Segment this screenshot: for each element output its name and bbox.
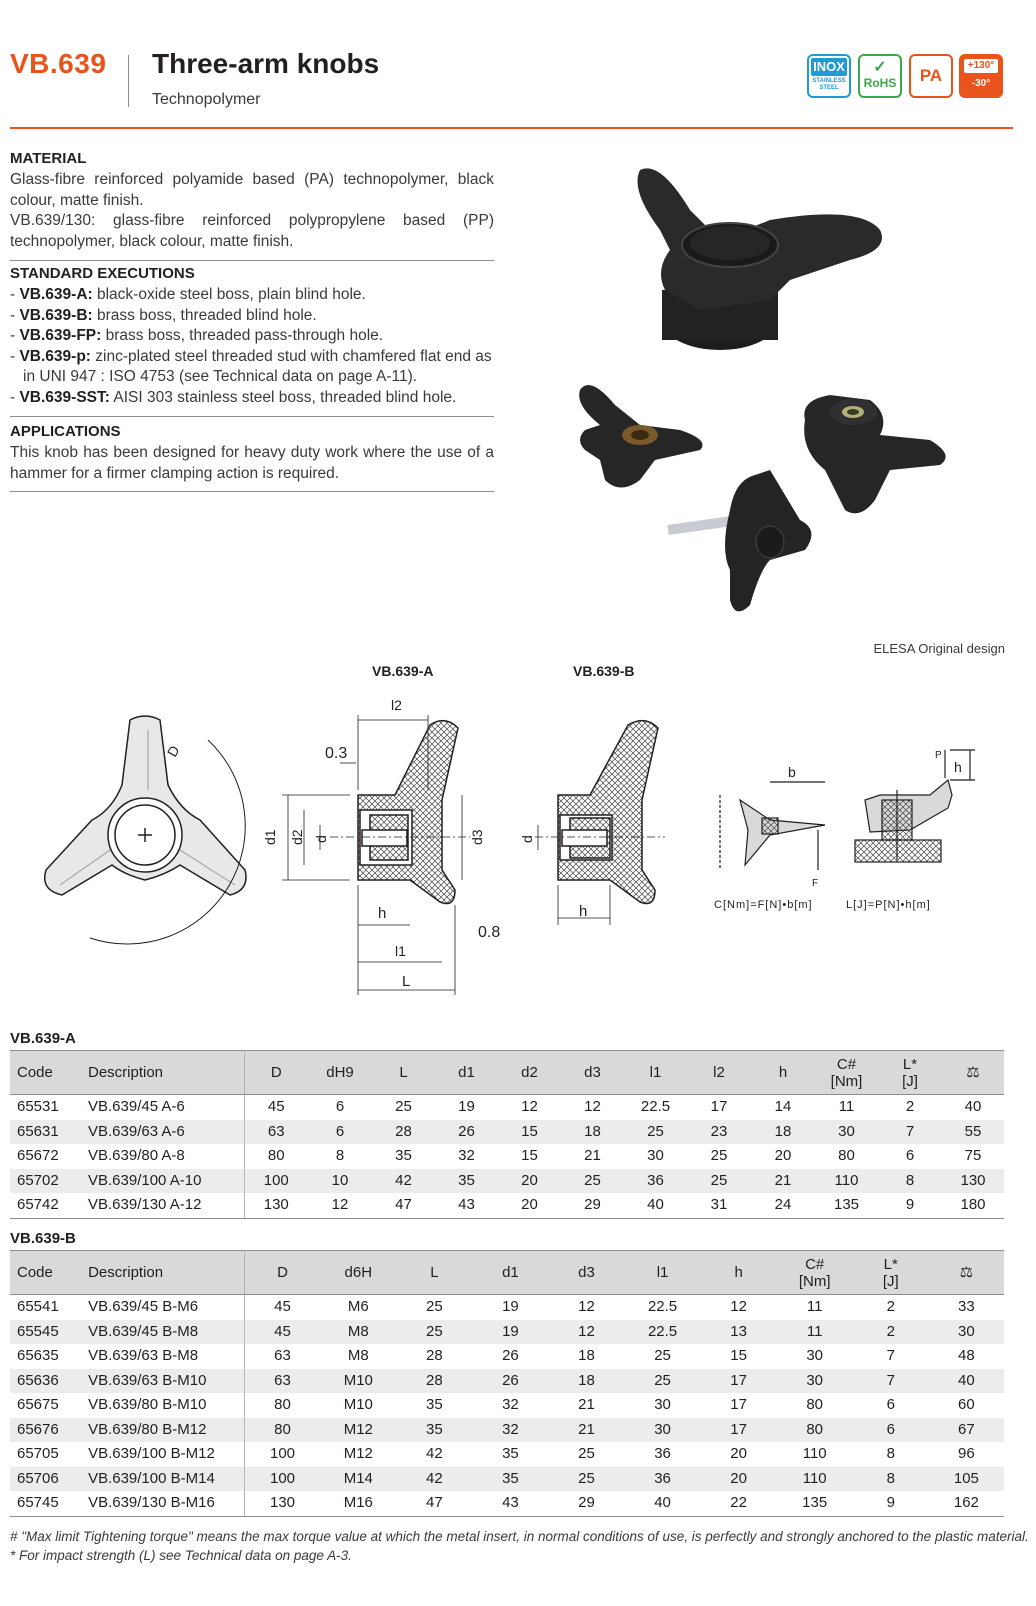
table-cell: 28 <box>396 1369 472 1394</box>
table-header-row <box>10 1051 1004 1095</box>
table-cell: 11 <box>838 1098 855 1116</box>
table-cell: VB.639/130 B-M16 <box>81 1491 244 1516</box>
table-cell: 110 <box>777 1467 853 1492</box>
table-cell: 26 <box>472 1369 548 1394</box>
temperature-max: +130° <box>964 59 998 73</box>
table-cell: 75 <box>964 1147 982 1165</box>
table-cell: 17 <box>730 1396 747 1414</box>
checkmark-icon: ✓ <box>873 59 887 76</box>
dim-0-8: 0.8 <box>478 924 501 941</box>
table-cell: VB.639/80 B-M10 <box>81 1393 244 1418</box>
table-cell: M12 <box>320 1418 396 1443</box>
execution-item: - VB.639-SST: AISI 303 stainless steel boss, threaded blind hole. <box>10 388 457 406</box>
column-header: Description <box>81 1251 244 1295</box>
table-row <box>10 1193 1004 1218</box>
table-cell: 12 <box>548 1320 624 1345</box>
table-cell: 65706 <box>10 1467 81 1492</box>
table-cell: 40 <box>625 1491 701 1516</box>
table-cell: 35 <box>395 1147 412 1165</box>
table-cell: 65675 <box>17 1396 59 1414</box>
column-header: D <box>244 1051 308 1095</box>
technical-drawings <box>0 690 1036 1000</box>
column-header: d1 <box>435 1051 498 1095</box>
table-cell: 30 <box>929 1320 1004 1345</box>
table-cell: 42 <box>396 1467 472 1492</box>
table-cell: 80 <box>244 1418 320 1443</box>
table-cell: 11 <box>806 1298 823 1316</box>
dim-h: h <box>378 905 387 922</box>
table-cell: 63 <box>244 1369 320 1394</box>
column-header: Description <box>81 1051 244 1095</box>
applications-text: This knob has been designed for heavy duty work where the use of a hammer for a firmer clamping action is required. <box>10 444 494 482</box>
table-row <box>10 1491 1004 1516</box>
table-cell: 36 <box>654 1445 671 1463</box>
table-cell: 7 <box>853 1369 929 1394</box>
large-knob-image <box>638 168 883 350</box>
table-cell: VB.639/80 A-8 <box>81 1144 244 1169</box>
dim-b: b <box>788 764 796 780</box>
dim-F: F <box>812 878 819 889</box>
table-cell: 26 <box>502 1347 519 1365</box>
temperature-badge <box>959 54 1003 98</box>
section-a-drawing <box>330 721 470 904</box>
table-cell: VB.639/130 A-12 <box>81 1193 244 1218</box>
table-cell: 35 <box>435 1169 498 1194</box>
product-subtitle: Technopolymer <box>152 91 261 108</box>
table-cell: 65702 <box>10 1169 81 1194</box>
table-cell: VB.639/100 B-M14 <box>81 1467 244 1492</box>
table-cell: 100 <box>244 1169 308 1194</box>
table-cell: 12 <box>730 1298 747 1316</box>
section-b-drawing <box>535 721 665 904</box>
table-a-title: VB.639-A <box>10 1030 76 1047</box>
table-cell: 19 <box>458 1098 475 1116</box>
table-cell: 48 <box>958 1347 975 1365</box>
pa-badge: PA <box>909 54 953 98</box>
table-cell: 25 <box>396 1320 472 1345</box>
table-cell: 28 <box>372 1120 435 1145</box>
table-row <box>10 1442 1004 1467</box>
column-header: d6H <box>320 1251 396 1295</box>
table-cell: 22 <box>701 1491 777 1516</box>
table-cell: 25 <box>710 1147 728 1165</box>
table-cell: 21 <box>751 1169 815 1194</box>
table-cell: 32 <box>458 1147 475 1165</box>
table-cell: 25 <box>578 1445 595 1463</box>
table-cell: 2 <box>905 1098 915 1116</box>
table-cell: M10 <box>320 1369 396 1394</box>
table-cell: 17 <box>710 1098 728 1116</box>
executions-list <box>10 285 500 408</box>
column-header: d3 <box>561 1051 624 1095</box>
table-cell: 100 <box>269 1445 296 1463</box>
column-header: Code <box>10 1051 81 1095</box>
table-cell: 7 <box>878 1120 942 1145</box>
column-header: L <box>396 1251 472 1295</box>
table-cell: 12 <box>578 1298 595 1316</box>
table-cell: M16 <box>320 1491 396 1516</box>
table-cell: 65742 <box>10 1193 81 1218</box>
temperature-min: -30° <box>971 78 991 89</box>
table-row <box>10 1467 1004 1492</box>
execution-item: - VB.639-B: brass boss, threaded blind hole. <box>10 306 317 324</box>
dim-L: L <box>402 973 411 990</box>
dim-d: d <box>313 835 329 843</box>
table-row <box>10 1120 1004 1145</box>
rohs-badge <box>858 54 902 98</box>
table-cell: 36 <box>624 1169 687 1194</box>
table-cell: 40 <box>624 1193 687 1218</box>
table-cell: 65545 <box>10 1320 81 1345</box>
inox-badge <box>807 54 851 98</box>
table-cell: 25 <box>654 1347 671 1365</box>
table-cell: 65676 <box>10 1418 81 1443</box>
table-cell: 17 <box>701 1369 777 1394</box>
table-cell: VB.639/45 B-M8 <box>81 1320 244 1345</box>
dim-d-b: d <box>519 835 535 843</box>
table-cell: 12 <box>521 1098 538 1116</box>
table-row <box>10 1320 1004 1345</box>
column-header: C# [Nm] <box>815 1051 878 1095</box>
table-cell: 40 <box>964 1098 982 1116</box>
table-cell: 25 <box>687 1169 751 1194</box>
table-cell: VB.639/63 B-M8 <box>81 1344 244 1369</box>
table-cell: 30 <box>625 1418 701 1443</box>
table-cell: 47 <box>396 1491 472 1516</box>
material-heading: MATERIAL <box>10 150 87 167</box>
section-divider <box>10 260 494 261</box>
dim-l1: l1 <box>395 943 406 959</box>
table-cell: 8 <box>853 1467 929 1492</box>
footnotes <box>10 1527 1029 1565</box>
table-cell: 8 <box>335 1147 345 1165</box>
table-cell: 32 <box>472 1418 548 1443</box>
small-knob-steel-image <box>804 395 945 513</box>
table-cell: VB.639/100 A-10 <box>81 1169 244 1194</box>
execution-item: - VB.639-p: zinc-plated steel threaded stud with chamfered flat end as in UNI 947 : ISO 4753 (see Technical data on page A-11). <box>10 347 492 385</box>
product-code: VB.639 <box>10 48 107 79</box>
table-cell: 25 <box>625 1369 701 1394</box>
inox-badge-sublabel: STAINLESS STEEL <box>812 78 846 91</box>
table-cell: 100 <box>244 1467 320 1492</box>
dim-d1: d1 <box>262 829 278 845</box>
table-row <box>10 1095 1004 1120</box>
table-cell: 35 <box>396 1418 472 1443</box>
column-header: L* [J] <box>878 1051 942 1095</box>
table-cell: 6 <box>335 1098 345 1116</box>
table-cell: M6 <box>347 1298 369 1316</box>
table-cell: 130 <box>942 1169 1004 1194</box>
table-cell: 47 <box>372 1193 435 1218</box>
table-cell: 33 <box>958 1298 975 1316</box>
material-text-1: Glass-fibre reinforced polyamide based (PA) technopolymer, black colour, matte finish. <box>10 171 494 209</box>
table-cell: 55 <box>942 1120 1004 1145</box>
table-cell: 21 <box>548 1418 624 1443</box>
table-cell: 21 <box>584 1147 601 1165</box>
table-cell: 65541 <box>17 1298 59 1316</box>
table-cell: 30 <box>654 1396 671 1414</box>
table-a <box>10 1050 1004 1219</box>
column-header: h <box>751 1051 815 1095</box>
table-cell: 25 <box>548 1467 624 1492</box>
table-cell: 7 <box>886 1347 895 1365</box>
table-cell: 15 <box>521 1147 538 1165</box>
table-cell: 30 <box>806 1347 824 1365</box>
table-cell: 42 <box>426 1445 443 1463</box>
dim-d2: d2 <box>289 829 305 845</box>
table-cell: 30 <box>777 1369 853 1394</box>
column-header: l1 <box>625 1251 701 1295</box>
section-divider <box>10 491 494 492</box>
table-cell: 31 <box>687 1193 751 1218</box>
table-cell: 35 <box>426 1396 443 1414</box>
table-cell: 18 <box>751 1120 815 1145</box>
column-header: ⚖ <box>929 1251 1004 1295</box>
table-cell: VB.639/100 B-M12 <box>81 1442 244 1467</box>
table-cell: 29 <box>548 1491 624 1516</box>
table-cell: 29 <box>561 1193 624 1218</box>
table-cell: 22.5 <box>647 1298 678 1316</box>
drawing-label-b: VB.639-B <box>573 663 635 679</box>
table-cell: 43 <box>472 1491 548 1516</box>
table-cell: 67 <box>929 1418 1004 1443</box>
column-header: h <box>701 1251 777 1295</box>
table-cell: 110 <box>802 1445 827 1463</box>
table-cell: 42 <box>372 1169 435 1194</box>
table-cell: 20 <box>730 1445 747 1463</box>
table-cell: 35 <box>472 1467 548 1492</box>
table-cell: 21 <box>578 1396 595 1414</box>
table-cell: 12 <box>308 1193 372 1218</box>
table-cell: 15 <box>730 1347 747 1365</box>
execution-item: - VB.639-A: black-oxide steel boss, plain blind hole. <box>10 286 366 303</box>
dim-0-3: 0.3 <box>325 745 348 762</box>
table-cell: 14 <box>774 1098 792 1116</box>
table-cell: 2 <box>853 1320 929 1345</box>
table-cell: 9 <box>878 1193 942 1218</box>
table-cell: 63 <box>274 1347 291 1365</box>
table-cell: 11 <box>777 1320 853 1345</box>
dim-d3: d3 <box>469 829 485 845</box>
table-cell: 96 <box>958 1445 975 1463</box>
dim-h-b: h <box>579 903 588 920</box>
table-cell: 60 <box>958 1396 975 1414</box>
table-cell: 65531 <box>17 1098 59 1116</box>
column-header: d2 <box>498 1051 561 1095</box>
table-b-title: VB.639-B <box>10 1230 76 1247</box>
table-row <box>10 1418 1004 1443</box>
column-header: ⚖ <box>942 1051 1004 1095</box>
column-header: l2 <box>687 1051 751 1095</box>
column-header: d1 <box>472 1251 548 1295</box>
table-cell: 6 <box>886 1396 895 1414</box>
section-divider <box>10 416 494 417</box>
table-cell: 43 <box>435 1193 498 1218</box>
table-cell: 6 <box>853 1418 929 1443</box>
table-cell: 180 <box>942 1193 1004 1218</box>
table-cell: M10 <box>343 1396 373 1414</box>
torque-diagram <box>720 782 825 870</box>
column-header: D <box>244 1251 320 1295</box>
table-cell: 65635 <box>17 1347 59 1365</box>
table-row <box>10 1393 1004 1418</box>
small-knob-stud-image <box>667 470 811 611</box>
table-cell: 65745 <box>10 1491 81 1516</box>
table-cell: VB.639/80 B-M12 <box>81 1418 244 1443</box>
table-row <box>10 1344 1004 1369</box>
table-cell: VB.639/45 B-M6 <box>81 1295 244 1320</box>
dim-P: P <box>935 750 942 761</box>
product-title: Three-arm knobs <box>152 48 380 79</box>
table-cell: 65631 <box>10 1120 81 1145</box>
table-row <box>10 1295 1004 1320</box>
execution-item: - VB.639-FP: brass boss, threaded pass-through hole. <box>10 327 384 344</box>
column-header: dH9 <box>308 1051 372 1095</box>
table-cell: 110 <box>815 1169 878 1194</box>
table-cell: 13 <box>701 1320 777 1345</box>
table-cell: 65672 <box>17 1147 59 1165</box>
rohs-badge-label: RoHS <box>863 76 897 90</box>
table-cell: 18 <box>561 1120 624 1145</box>
formula-torque: C[Nm]=F[N]•b[m] <box>714 899 813 911</box>
table-cell: 40 <box>929 1369 1004 1394</box>
table-cell: 23 <box>687 1120 751 1145</box>
table-cell: 45 <box>267 1098 285 1116</box>
table-cell: 25 <box>561 1169 624 1194</box>
table-cell: 8 <box>886 1445 895 1463</box>
standard-executions-heading: STANDARD EXECUTIONS <box>10 265 195 282</box>
header-rule <box>10 127 1013 129</box>
table-cell: 135 <box>815 1193 878 1218</box>
photo-caption: ELESA Original design <box>873 641 1005 656</box>
table-cell: 45 <box>274 1298 291 1316</box>
table-row <box>10 1144 1004 1169</box>
table-cell: 8 <box>878 1169 942 1194</box>
table-cell: 45 <box>244 1320 320 1345</box>
drawing-label-a: VB.639-A <box>372 663 434 679</box>
table-header-row <box>10 1251 1004 1295</box>
table-cell: 22.5 <box>625 1320 701 1345</box>
table-cell: 26 <box>435 1120 498 1145</box>
table-cell: 18 <box>578 1347 595 1365</box>
column-header: C# [Nm] <box>777 1251 853 1295</box>
table-b <box>10 1250 1004 1517</box>
table-cell: 80 <box>806 1396 824 1414</box>
table-cell: 20 <box>701 1467 777 1492</box>
table-cell: 35 <box>502 1445 519 1463</box>
table-cell: 30 <box>647 1147 664 1165</box>
table-cell: M14 <box>320 1467 396 1492</box>
table-cell: M8 <box>320 1320 396 1345</box>
table-cell: 6 <box>905 1147 915 1165</box>
applications-heading: APPLICATIONS <box>10 423 121 440</box>
table-cell: 162 <box>929 1491 1004 1516</box>
table-cell: 6 <box>308 1120 372 1145</box>
table-cell: 80 <box>267 1147 285 1165</box>
dim-h-impact: h <box>954 759 962 775</box>
table-cell: 65636 <box>10 1369 81 1394</box>
small-knob-brass-image <box>579 385 702 488</box>
column-header: Code <box>10 1251 81 1295</box>
table-cell: 30 <box>815 1120 878 1145</box>
table-cell: 135 <box>777 1491 853 1516</box>
product-photo <box>560 150 1020 630</box>
column-header: L* [J] <box>853 1251 929 1295</box>
footnote-torque: # "Max limit Tightening torque" means the max torque value at which the metal insert, in normal conditions of use, is perfectly and strongly anchored to the plastic material. <box>10 1529 1029 1544</box>
column-header: l1 <box>624 1051 687 1095</box>
table-cell: 80 <box>838 1147 855 1165</box>
table-cell: 9 <box>853 1491 929 1516</box>
table-cell: 12 <box>584 1098 601 1116</box>
table-row <box>10 1169 1004 1194</box>
footnote-impact: * For impact strength (L) see Technical data on page A-3. <box>10 1548 352 1563</box>
table-cell: 25 <box>426 1298 443 1316</box>
table-cell: VB.639/63 B-M10 <box>81 1369 244 1394</box>
table-cell: 80 <box>777 1418 853 1443</box>
table-cell: 63 <box>244 1120 308 1145</box>
table-cell: 20 <box>498 1169 561 1194</box>
table-cell: 65705 <box>17 1445 59 1463</box>
table-cell: VB.639/45 A-6 <box>81 1095 244 1120</box>
formula-impact: L[J]=P[N]•h[m] <box>846 899 931 911</box>
table-cell: 17 <box>701 1418 777 1443</box>
table-cell: 130 <box>244 1491 320 1516</box>
table-cell: 18 <box>548 1369 624 1394</box>
table-cell: 32 <box>502 1396 519 1414</box>
table-cell: 20 <box>498 1193 561 1218</box>
table-cell: 24 <box>751 1193 815 1218</box>
dim-D: D <box>163 742 183 760</box>
table-cell: 105 <box>929 1467 1004 1492</box>
table-cell: 25 <box>395 1098 412 1116</box>
material-text-2: VB.639/130: glass-fibre reinforced polypropylene based (PP) technopolymer, black colour, matte finish. <box>10 212 494 250</box>
table-cell: M12 <box>343 1445 373 1463</box>
table-cell: M8 <box>347 1347 369 1365</box>
title-separator <box>128 55 129 107</box>
table-cell: 20 <box>774 1147 792 1165</box>
top-view-drawing <box>45 716 246 944</box>
dim-l2: l2 <box>391 697 402 713</box>
column-header: L <box>372 1051 435 1095</box>
table-cell: VB.639/63 A-6 <box>81 1120 244 1145</box>
table-cell: 22.5 <box>640 1098 671 1116</box>
table-cell: 80 <box>274 1396 291 1414</box>
table-cell: 36 <box>625 1467 701 1492</box>
table-cell: 19 <box>472 1320 548 1345</box>
column-header: d3 <box>548 1251 624 1295</box>
table-cell: 10 <box>308 1169 372 1194</box>
inox-badge-label: INOX <box>811 58 847 76</box>
table-cell: 28 <box>426 1347 443 1365</box>
table-row <box>10 1369 1004 1394</box>
table-cell: 2 <box>886 1298 895 1316</box>
table-cell: 15 <box>498 1120 561 1145</box>
table-cell: 25 <box>624 1120 687 1145</box>
table-cell: 130 <box>244 1193 308 1218</box>
table-cell: 19 <box>502 1298 519 1316</box>
